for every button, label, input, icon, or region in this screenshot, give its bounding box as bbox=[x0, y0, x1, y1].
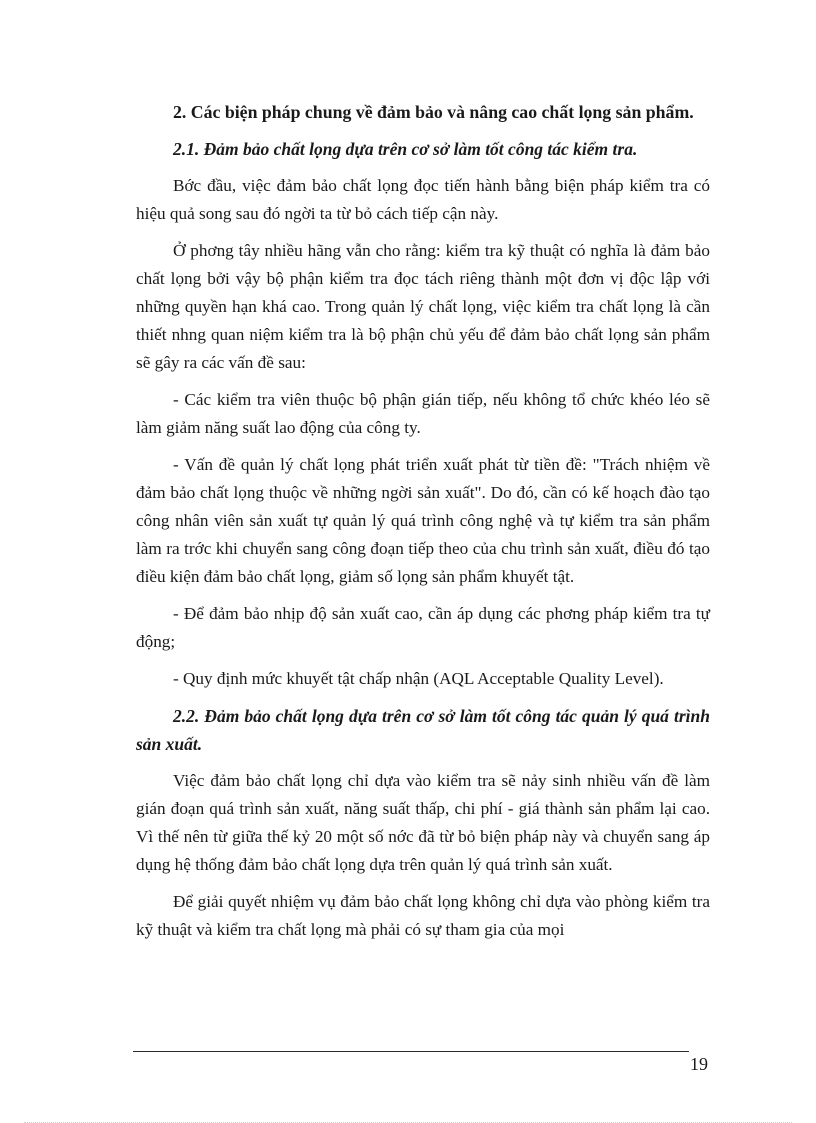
subsection-heading-2-2: 2.2. Đảm bảo chất lọng dựa trên cơ sở làm tốt công tác quản lý quá trình sản xuất. bbox=[136, 706, 710, 754]
paragraph: Bớc đầu, việc đảm bảo chất lọng đọc tiến hành bằng biện pháp kiểm tra có hiệu quả song sau đó ngời ta từ bỏ cách tiếp cận này. bbox=[136, 176, 710, 223]
paragraph: Để giải quyết nhiệm vụ đảm bảo chất lọng không chỉ dựa vào phòng kiểm tra kỹ thuật và kiểm tra chất lọng mà phải có sự tham gia của mọi bbox=[136, 892, 710, 939]
list-paragraph: - Quy định mức khuyết tật chấp nhận (AQL Acceptable Quality Level). bbox=[173, 669, 664, 688]
subsection-heading-2-1: 2.1. Đảm bảo chất lọng dựa trên cơ sở làm tốt công tác kiểm tra. bbox=[173, 139, 638, 159]
page-number: 19 bbox=[690, 1054, 708, 1074]
section-heading: 2. Các biện pháp chung về đảm bảo và nâng cao chất lọng sản phẩm. bbox=[173, 102, 694, 122]
list-paragraph: - Các kiểm tra viên thuộc bộ phận gián tiếp, nếu không tổ chức khéo léo sẽ làm giảm năng suất lao động của công ty. bbox=[136, 390, 710, 437]
list-paragraph: - Vấn đề quản lý chất lọng phát triển xuất phát từ tiền đề: "Trách nhiệm về đảm bảo chất lọng thuộc về những ngời sản xuất". Do đó, cần có kế hoạch đào tạo công nhân viên sản xuất tự quản lý quá trình công nghệ và tự kiểm tra sản phẩm làm ra trớc khi chuyển sang công đoạn tiếp theo của chu trình sản xuất, điều đó tạo điều kiện đảm bảo chất lọng, giảm số lọng sản phẩm khuyết tật. bbox=[136, 455, 710, 586]
paragraph: Ở phơng tây nhiều hãng vẫn cho rằng: kiểm tra kỹ thuật có nghĩa là đảm bảo chất lọng bởi vậy bộ phận kiểm tra đọc tách riêng thành một đơn vị độc lập với những quyền hạn khá cao. Trong quản lý chất lọng, việc kiểm tra chất lọng là cần thiết nhng quan niệm kiểm tra là bộ phận chủ yếu để đảm bảo chất lọng sản phẩm sẽ gây ra các vấn đề sau: bbox=[136, 241, 710, 372]
document-body bbox=[136, 98, 710, 953]
paragraph: Việc đảm bảo chất lọng chỉ dựa vào kiểm tra sẽ nảy sinh nhiều vấn đề làm gián đoạn quá trình sản xuất, năng suất thấp, chi phí - giá thành sản phẩm lại cao. Vì thế nên từ giữa thế kỷ 20 một số nớc đã từ bỏ biện pháp này và chuyển sang áp dụng hệ thống đảm bảo chất lọng dựa trên quản lý quá trình sản xuất. bbox=[136, 771, 710, 874]
footer-divider bbox=[133, 1051, 689, 1052]
list-paragraph: - Để đảm bảo nhịp độ sản xuất cao, cần áp dụng các phơng pháp kiểm tra tự động; bbox=[136, 604, 710, 651]
